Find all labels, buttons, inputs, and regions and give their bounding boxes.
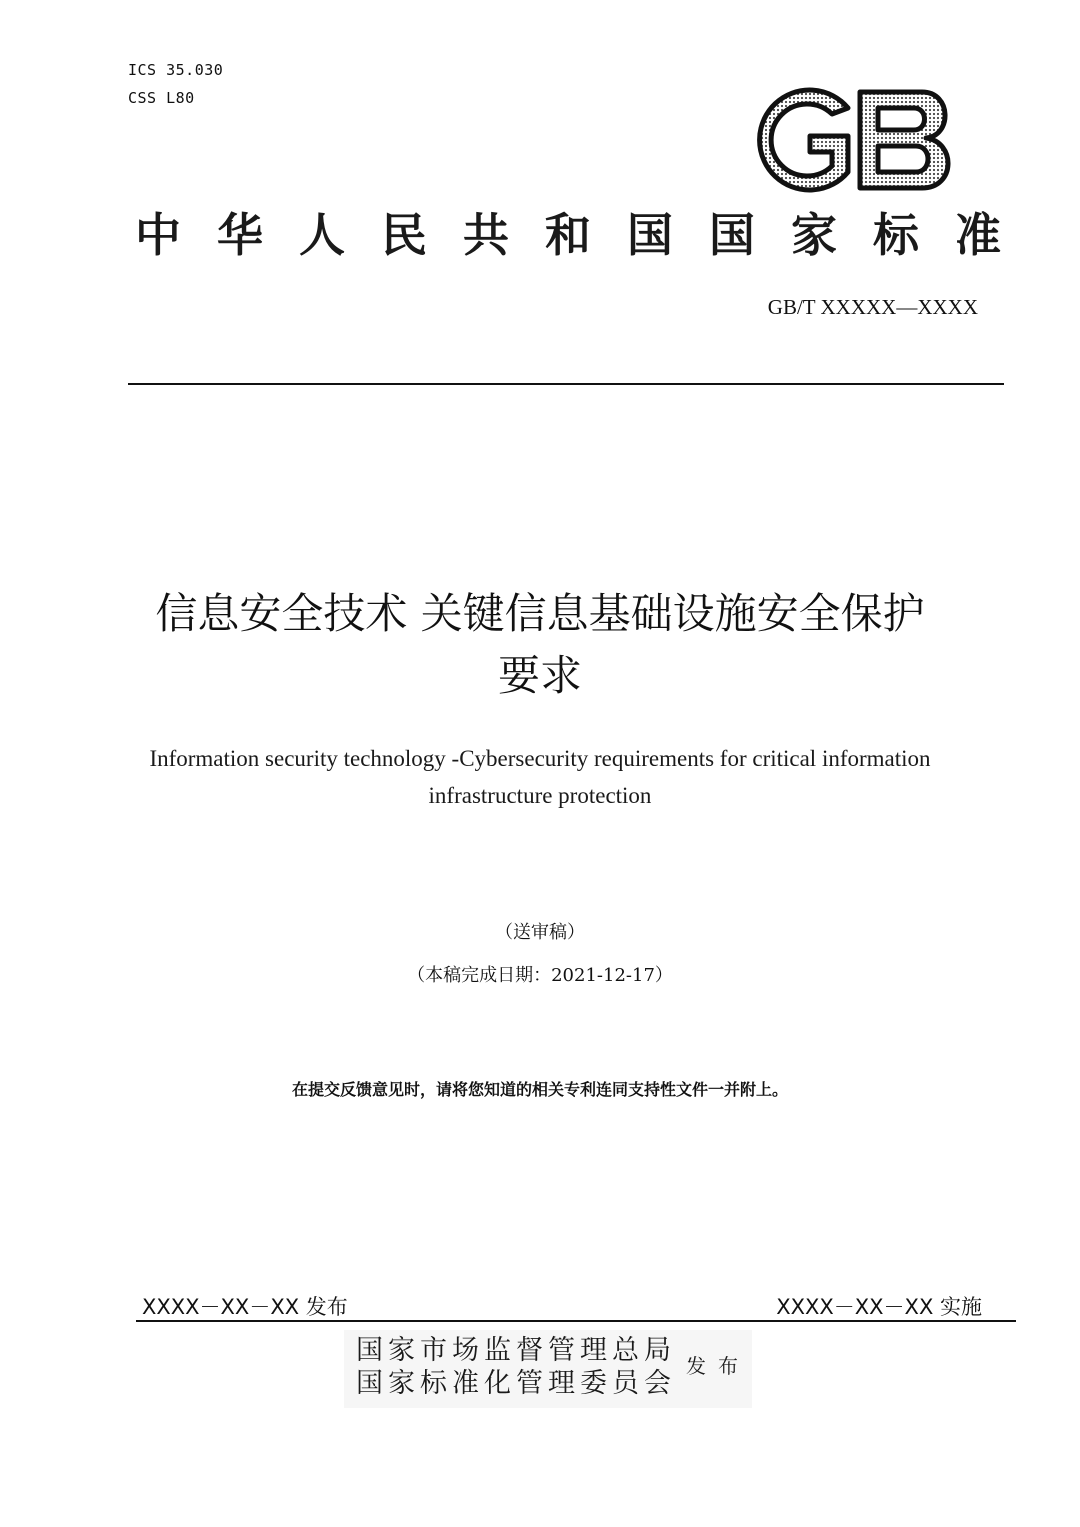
issuing-authorities: [344, 1330, 752, 1408]
issuer-label: 发布: [686, 1354, 750, 1378]
standard-number: GB/T XXXXX—XXXX: [767, 295, 978, 319]
document-title-en-line2: infrastructure protection: [428, 783, 652, 808]
national-title-char: 民: [381, 208, 427, 262]
document-title-en: [60, 740, 1020, 814]
gb-logo: [744, 84, 956, 196]
patent-notice: 在提交反馈意见时，请将您知道的相关专利连同支持性文件一并附上。: [291, 1080, 788, 1099]
issuer-names: [356, 1334, 676, 1400]
classification-codes: [128, 56, 223, 112]
draft-status: （送审稿）: [495, 922, 585, 943]
header-divider: [128, 383, 1004, 385]
national-title-char: 和: [545, 208, 591, 262]
national-title-char: 人: [299, 208, 345, 262]
document-title-cn-line1: 信息安全技术 关键信息基础设施安全保护: [155, 589, 925, 638]
effective-date: XXXX－XX－XX 实施: [776, 1295, 982, 1319]
national-title-char: 国: [627, 208, 673, 262]
document-title-en-line1: Information security technology -Cybersecurity requirements for critical information: [149, 746, 931, 771]
national-title-char: 华: [217, 208, 263, 262]
document-title-cn: [60, 583, 1020, 707]
national-title-char: 中: [135, 208, 181, 262]
national-title-char: 准: [955, 208, 1001, 262]
issuer-sac: 国家标准化管理委员会: [356, 1368, 676, 1399]
ics-code: ICS 35.030: [128, 61, 224, 79]
national-title-char: 共: [463, 208, 509, 262]
css-code: CSS L80: [128, 89, 195, 107]
national-title-char: 标: [873, 208, 919, 262]
publish-date: XXXX－XX－XX 发布: [142, 1295, 348, 1319]
footer-divider: [136, 1320, 1016, 1322]
issuer-samr: 国家市场监督管理总局: [356, 1335, 676, 1366]
draft-date-note: （本稿完成日期：2021-12-17）: [407, 965, 673, 986]
document-title-cn-line2: 要求: [497, 651, 582, 700]
national-title-char: 家: [791, 208, 837, 262]
national-standard-title: [128, 200, 1008, 270]
national-title-char: 国: [709, 208, 755, 262]
